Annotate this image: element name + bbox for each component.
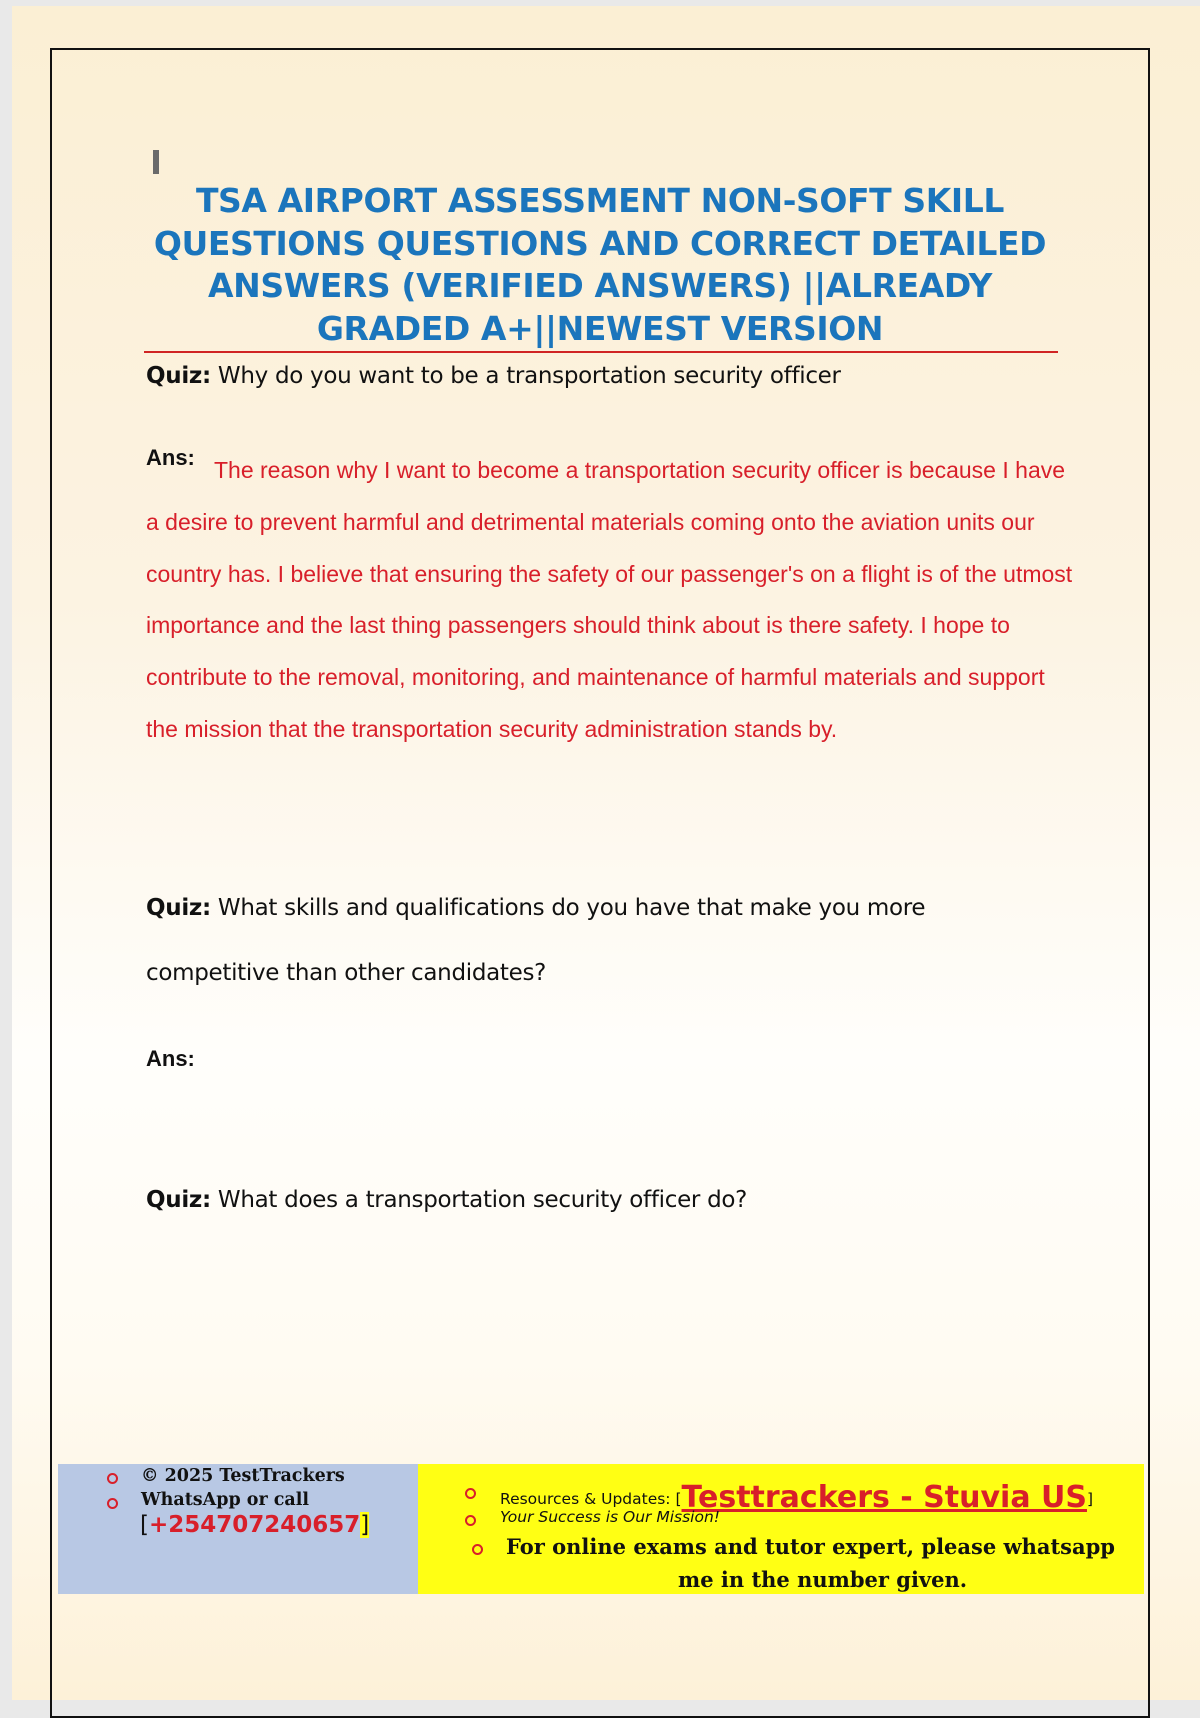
footer-phone[interactable]: [+254707240657] <box>140 1512 370 1538</box>
resources-link[interactable]: Testtrackers - Stuvia US <box>681 1480 1087 1515</box>
document-title: TSA AIRPORT ASSESSMENT NON-SOFT SKILL QUESTIONS QUESTIONS AND CORRECT DETAILED ANSWERS (VERIFIED ANSWERS) ||ALREADY GRADED A+||NEWEST VERSION <box>153 181 1047 348</box>
answer-1-text: The reason why I want to become a transportation security officer is because I have a desire to prevent harmful and detrimental materials coming onto the aviation units our country has. I believe that ensuring the safety of our passenger's on a flight is of the utmost importance and the last thing passengers should think about is there safety. I hope to contribute to the removal, monitoring, and maintenance of harmful materials and support the mission that the transportation security administration stands by. <box>146 457 1073 742</box>
footer-copyright: © 2025 TestTrackers <box>141 1466 345 1486</box>
bullet-icon <box>465 1515 476 1526</box>
quiz-2 <box>146 895 925 921</box>
footer-resources: Resources & Updates: [Testtrackers - Stuvia US] <box>500 1480 1094 1515</box>
quiz-3-question: What does a transportation security officer do? <box>217 1187 748 1213</box>
title-underline <box>144 351 1058 353</box>
quiz-label: Quiz: <box>146 895 211 921</box>
footer-cta-line2: me in the number given. <box>678 1567 968 1592</box>
quiz-label: Quiz: <box>146 363 211 389</box>
phone-number[interactable]: +254707240657 <box>148 1512 361 1538</box>
quiz-3 <box>146 1187 747 1213</box>
bullet-icon <box>465 1488 476 1499</box>
bullet-icon <box>472 1544 483 1555</box>
answer-label: Ans: <box>146 445 195 470</box>
bullet-icon <box>107 1473 118 1484</box>
quiz-1-question: Why do you want to be a transportation security officer <box>217 363 841 389</box>
resources-label: Resources & Updates: [ <box>500 1490 682 1508</box>
footer-cta-line1: For online exams and tutor expert, please whatsapp <box>506 1534 1115 1559</box>
bullet-icon <box>107 1498 118 1509</box>
footer-mission: Your Success is Our Mission! <box>500 1508 720 1526</box>
footer-contact-label: WhatsApp or call <box>141 1490 310 1510</box>
text-cursor <box>153 150 159 174</box>
quiz-1 <box>146 363 841 389</box>
quiz-2-question-line1: What skills and qualifications do you have that make you more <box>217 895 926 921</box>
quiz-2-question-line2: competitive than other candidates? <box>146 960 547 986</box>
answer-2-label: Ans: <box>146 1046 195 1071</box>
quiz-label: Quiz: <box>146 1187 211 1213</box>
